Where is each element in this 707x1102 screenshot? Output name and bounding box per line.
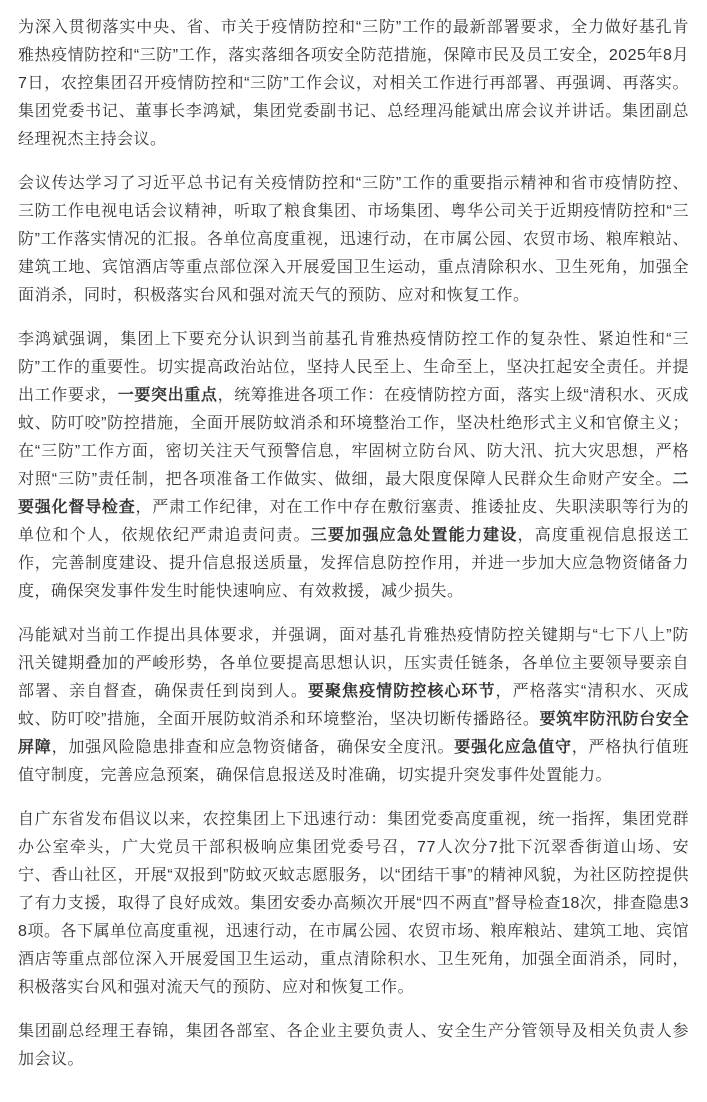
text-run: 集团副总经理王春锦，集团各部室、各企业主要负责人、安全生产分管领导及相关负责人参加会议。 — [18, 1023, 689, 1068]
paragraph — [18, 14, 689, 154]
bold-text-run: 要聚焦疫情防控核心环节 — [307, 683, 496, 700]
text-run: ，高度重视信息报送工作，完善制度建设、提升信息报送质量，发挥信息防控作用，并进一步加大应急物资储备力度，确保突发事件发生时能快速响应、有效救援，减少损失。 — [18, 527, 689, 600]
paragraph — [18, 170, 689, 310]
paragraph — [18, 622, 689, 790]
text-run: ，加强风险隐患排查和应急物资储备，确保安全度汛。 — [51, 739, 455, 756]
bold-text-run: 要筑牢防汛防台安全屏障 — [18, 711, 689, 756]
bold-text-run: 三要加强应急处置能力建设 — [310, 527, 518, 544]
paragraph — [18, 1018, 689, 1074]
text-run: ，严肃工作纪律，对在工作中存在敷衍塞责、推诿扯皮、失职渎职等行为的单位和个人，依规依纪严肃追责问责。 — [18, 499, 689, 544]
text-run: ，严格落实“清积水、灭成蚊、防叮咬”措施，全面开展防蚊消杀和环境整治，坚决切断传播路径。 — [18, 683, 689, 728]
text-run: 为深入贯彻落实中央、省、市关于疫情防控和“三防”工作的最新部署要求，全力做好基孔肯雅热疫情防控和“三防”工作，落实落细各项安全防范措施，保障市民及员工安全，2025年8月7日，农控集团召开疫情防控和“三防”工作会议，对相关工作进行再部署、再强调、再落实。集团党委书记、董事长李鸿斌，集团党委副书记、总经理冯能斌出席会议并讲话。集团副总经理祝杰主持会议。 — [18, 19, 689, 148]
text-run: 冯能斌对当前工作提出具体要求，并强调，面对基孔肯雅热疫情防控关键期与“七下八上”防汛关键期叠加的严峻形势，各单位要提高思想认识，压实责任链条，各单位主要领导要亲自部署、亲自督查，确保责任到岗到人。 — [18, 627, 689, 700]
text-run: 会议传达学习了习近平总书记有关疫情防控和“三防”工作的重要指示精神和省市疫情防控、三防工作电视电话会议精神，听取了粮食集团、市场集团、粤华公司关于近期疫情防控和“三防”工作落实情况的汇报。各单位高度重视，迅速行动，在市属公园、农贸市场、粮库粮站、建筑工地、宾馆酒店等重点部位深入开展爱国卫生运动，重点清除积水、卫生死角，加强全面消杀，同时，积极落实台风和强对流天气的预防、应对和恢复工作。 — [18, 175, 689, 304]
bold-text-run: 一要突出重点 — [117, 387, 218, 404]
text-run: 自广东省发布倡议以来，农控集团上下迅速行动：集团党委高度重视，统一指挥，集团党群办公室牵头，广大党员干部积极响应集团党委号召，77人次分7批下沉翠香街道山场、安宁、香山社区，开展“双报到”防蚊灭蚊志愿服务，以“团结干事”的精神风貌，为社区防控提供了有力支援，取得了良好成效。集团安委办高频次开展“四不两直”督导检查18次，排查隐患38项。各下属单位高度重视，迅速行动，在市属公园、农贸市场、粮库粮站、建筑工地、宾馆酒店等重点部位深入开展爱国卫生运动，重点清除积水、卫生死角，加强全面消杀，同时，积极落实台风和强对流天气的预防、应对和恢复工作。 — [18, 811, 689, 996]
text-run: ，统筹推进各项工作：在疫情防控方面，落实上级“清积水、灭成蚊、防叮咬”防控措施，全面开展防蚊消杀和环境整治工作，坚决杜绝形式主义和官僚主义；在“三防”工作方面，密切关注天气预警信息，牢固树立防台风、防大汛、抗大灾思想，严格对照“三防”责任制，把各项准备工作做实、做细，最大限度保障人民群众生命财产安全。 — [18, 387, 689, 488]
text-run: 李鸿斌强调，集团上下要充分认识到当前基孔肯雅热疫情防控工作的复杂性、紧迫性和“三防”工作的重要性。切实提高政治站位，坚持人民至上、生命至上，坚决扛起安全责任。并提出工作要求， — [18, 331, 689, 404]
bold-text-run: 要强化应急值守 — [454, 739, 572, 756]
text-run: ，严格执行值班值守制度，完善应急预案，确保信息报送及时准确，切实提升突发事件处置能力。 — [18, 739, 689, 784]
paragraph — [18, 806, 689, 1002]
paragraph — [18, 326, 689, 606]
bold-text-run: 二要强化督导检查 — [18, 471, 689, 516]
